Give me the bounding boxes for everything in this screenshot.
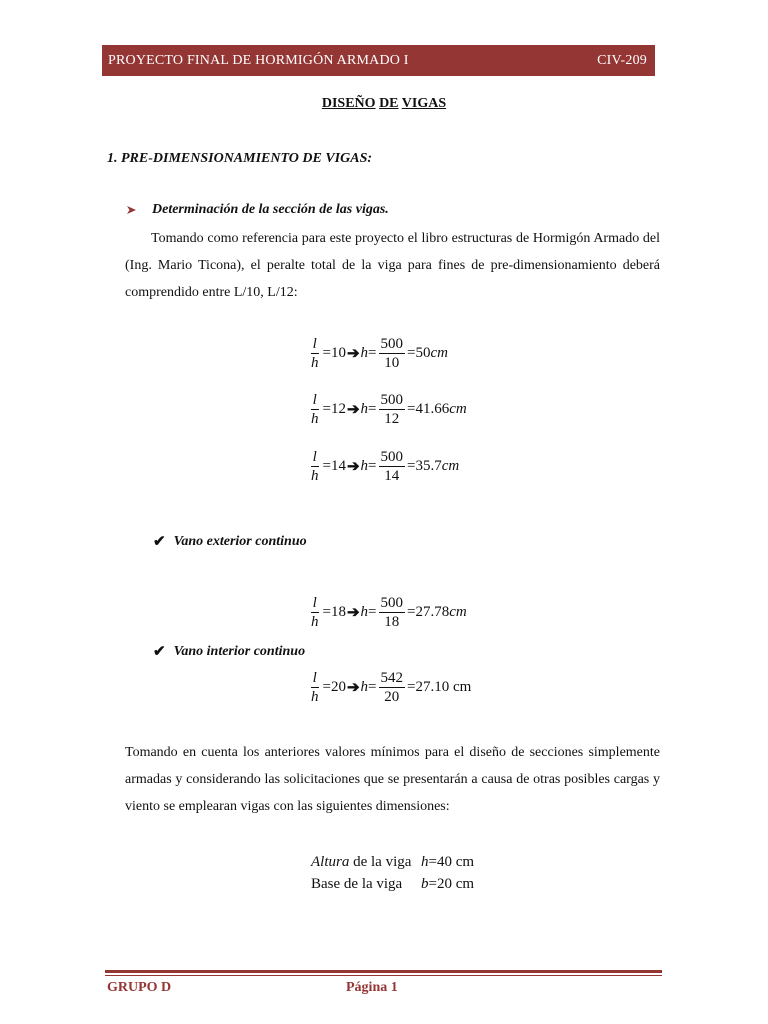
equation-5: $\frac{l}{h}$ = 20 ➔ h = $\frac{542}{20}$ = 27.10 cm: [311, 670, 472, 705]
intro-paragraph-text: Tomando como referencia para este proyecto el libro estructuras de Hormigón Armado del (Ing. Mario Ticona), el peralte total de la viga para fines de pre-dimensionamiento deberá comprendido entre L/10, L/12:: [125, 231, 660, 300]
title-word-3: VIGAS: [401, 96, 447, 111]
arrow-icon: ➔: [346, 402, 360, 418]
subsection-heading: Determinación de la sección de las vigas.: [152, 202, 389, 217]
case-interior-label: Vano interior continuo: [173, 643, 306, 659]
dimensions-block: [311, 851, 474, 895]
arrow-icon: ➔: [346, 680, 360, 696]
arrow-bullet-icon: [126, 204, 138, 216]
equation-1: $\frac{l}{h}$ = 10 ➔ h = $\frac{500}{10}$ = 50 cm: [311, 336, 448, 371]
document-title: [0, 96, 768, 112]
equation-3: $\frac{l}{h}$ = 14 ➔ h = $\frac{500}{14}$ = 35.7 cm: [311, 449, 460, 484]
arrow-icon: ➔: [346, 346, 360, 362]
page-header: [102, 45, 655, 76]
footer-group-label: GRUPO D: [107, 980, 172, 995]
dimension-row-height: Altura de la viga h=40 cm: [311, 854, 475, 870]
checkmark-icon: ✔: [153, 534, 166, 550]
case-exterior-label: Vano exterior continuo: [173, 533, 307, 549]
footer-divider-thick: [105, 970, 662, 973]
arrow-icon: ➔: [346, 459, 360, 475]
dimension-row-base: Base de la viga b=20 cm: [311, 876, 475, 892]
header-project-title: PROYECTO FINAL DE HORMIGÓN ARMADO I: [108, 52, 409, 68]
title-word-1: DISEÑO: [321, 96, 376, 111]
footer-divider-thin: [105, 975, 662, 976]
equation-4: $\frac{l}{h}$ = 18 ➔ h = $\frac{500}{18}$ = 27.78 cm: [311, 595, 467, 630]
footer-page-number: Página 1: [346, 980, 398, 995]
intro-paragraph: [125, 225, 660, 306]
subsection-heading-row: [126, 202, 389, 218]
checkmark-icon: ✔: [153, 644, 166, 660]
arrow-icon: ➔: [346, 605, 360, 621]
conclusion-paragraph: Tomando en cuenta los anteriores valores mínimos para el diseño de secciones simplemente armadas y considerando las solicitaciones que se presentarán a causa de otras posibles cargas y viento se emplearan vigas con las siguientes dimensiones:: [125, 745, 660, 814]
case-exterior-row: [153, 532, 307, 551]
equation-2: $\frac{l}{h}$ = 12 ➔ h = $\frac{500}{12}$ = 41.66 cm: [311, 392, 467, 427]
header-course-code: CIV-209: [597, 52, 647, 68]
case-interior-row: [153, 642, 305, 661]
section-heading: 1. PRE-DIMENSIONAMIENTO DE VIGAS:: [107, 151, 373, 166]
title-word-2: DE: [379, 96, 399, 111]
